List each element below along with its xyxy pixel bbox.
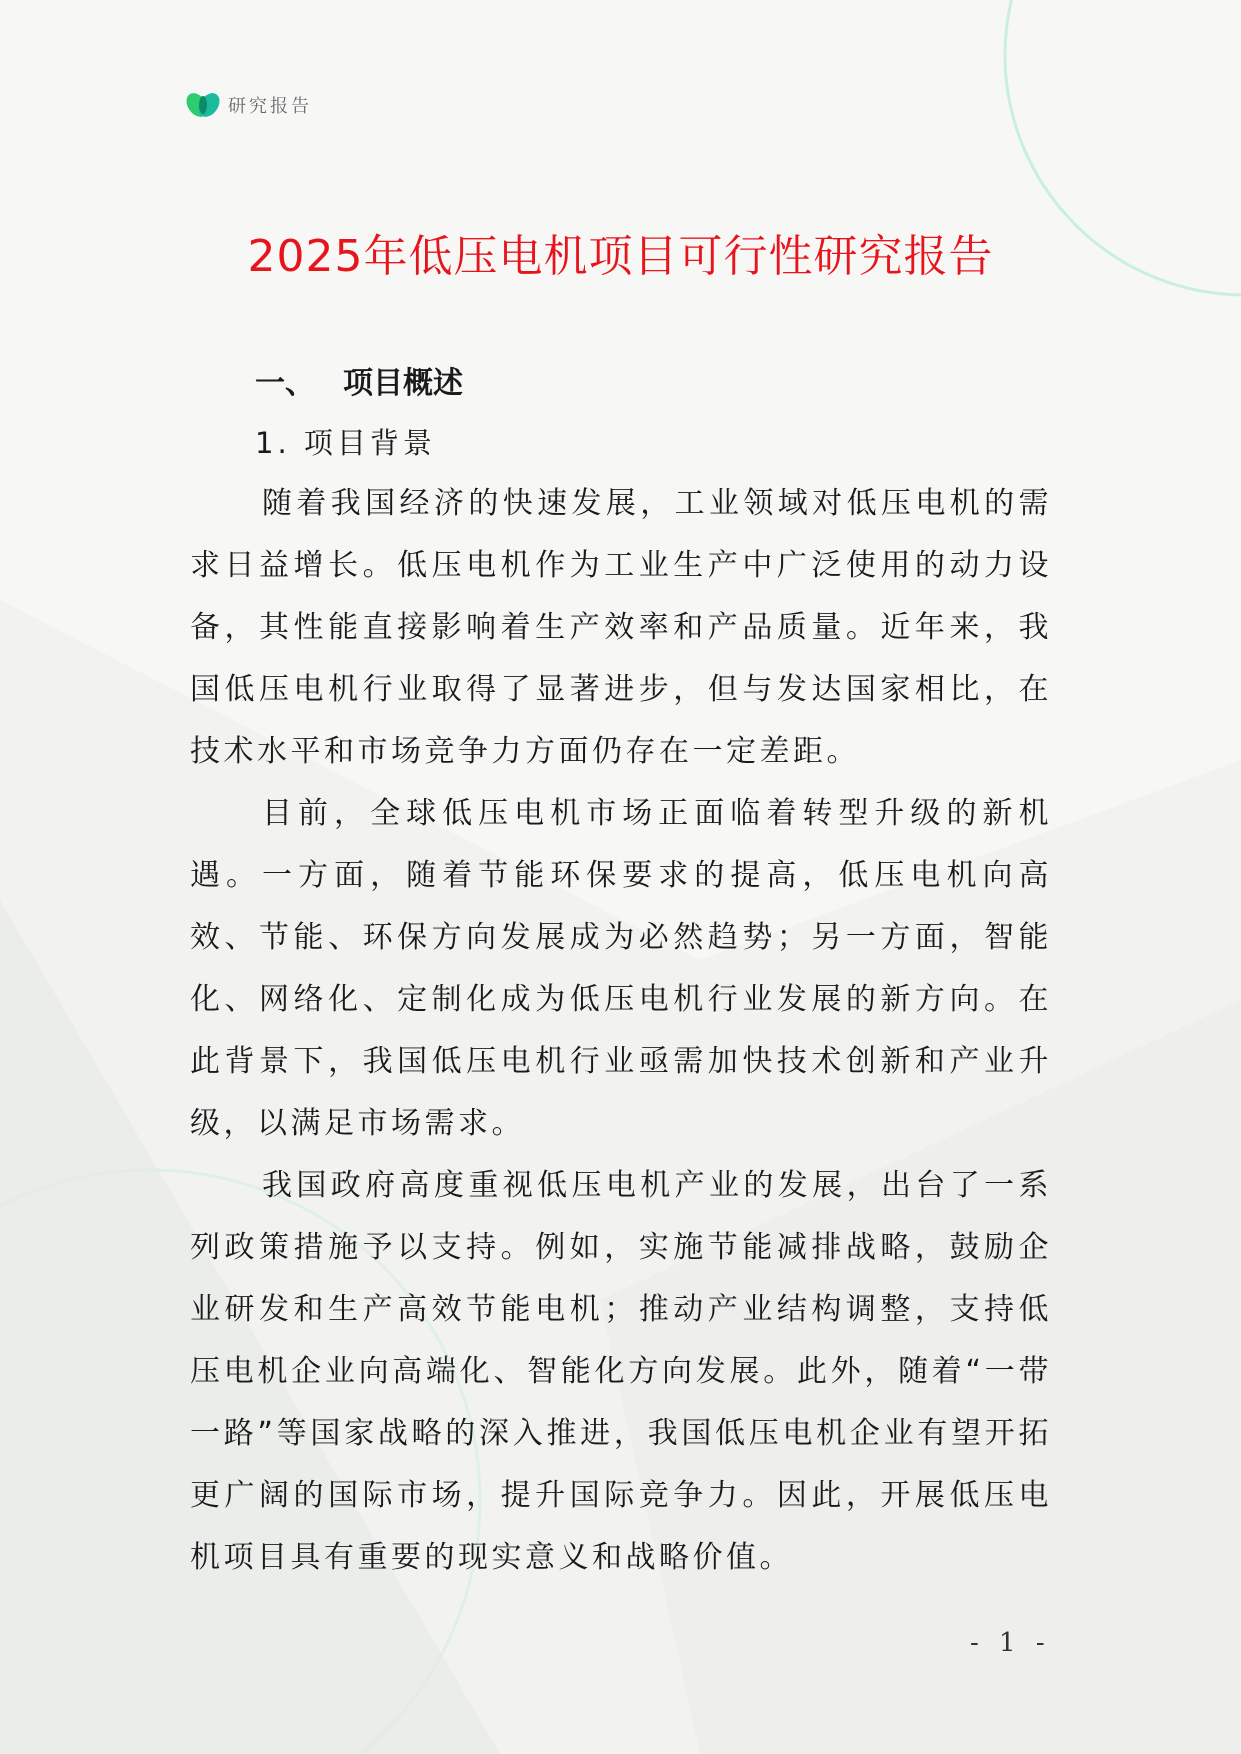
- page-number: - 1 -: [970, 1628, 1051, 1658]
- report-header: [186, 88, 312, 122]
- section-title: 项目概述: [343, 366, 463, 401]
- section-heading: [255, 358, 463, 402]
- section-number: 一、: [255, 366, 315, 401]
- body-text: [190, 473, 1052, 1589]
- subsection-heading: 1. 项目背景: [255, 426, 436, 460]
- logo-icon: [186, 88, 220, 122]
- paragraph: 我国政府高度重视低压电机产业的发展，出台了一系列政策措施予以支持。例如，实施节能减排战略，鼓励企业研发和生产高效节能电机；推动产业结构调整，支持低压电机企业向高端化、智能化方向发展。此外，随着“一带一路”等国家战略的深入推进，我国低压电机企业有望开拓更广阔的国际市场，提升国际竞争力。因此，开展低压电机项目具有重要的现实意义和战略价值。: [190, 1168, 1052, 1575]
- paragraph: 目前，全球低压电机市场正面临着转型升级的新机遇。一方面，随着节能环保要求的提高，低压电机向高效、节能、环保方向发展成为必然趋势；另一方面，智能化、网络化、定制化成为低压电机行业发展的新方向。在此背景下，我国低压电机行业亟需加快技术创新和产业升级，以满足市场需求。: [190, 796, 1052, 1141]
- paragraph: 随着我国经济的快速发展，工业领域对低压电机的需求日益增长。低压电机作为工业生产中广泛使用的动力设备，其性能直接影响着生产效率和产品质量。近年来，我国低压电机行业取得了显著进步，但与发达国家相比，在技术水平和市场竞争力方面仍存在一定差距。: [190, 486, 1052, 769]
- document-title: 2025年低压电机项目可行性研究报告: [247, 231, 994, 282]
- header-label: 研究报告: [228, 96, 312, 117]
